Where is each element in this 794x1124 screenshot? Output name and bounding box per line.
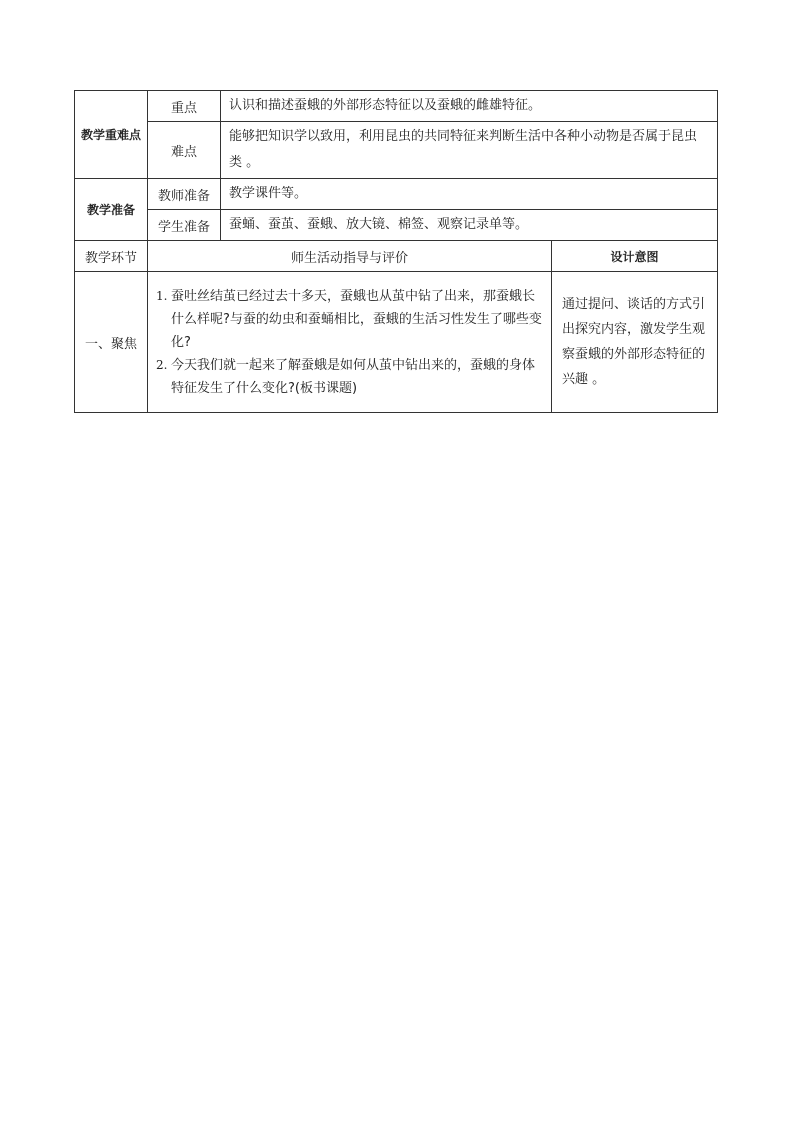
key-difficult-label: 教学重难点: [75, 91, 148, 179]
step-number: 2.: [156, 357, 168, 372]
key-point-text: 认识和描述蚕蛾的外部形态特征以及蚕蛾的雌雄特征。: [221, 91, 718, 122]
list-item: [156, 354, 545, 400]
step-text: 蚕吐丝结茧已经过去十多天，蚕蛾也从茧中钻了出来，那蚕蛾长什么样呢?与蚕的幼虫和蚕蛹相比，蚕蛾的生活习性发生了哪些变化?: [171, 288, 542, 350]
activity-cell: [148, 272, 552, 413]
table-header-row: [75, 241, 718, 272]
table-row: [75, 210, 718, 241]
difficult-point-label: 难点: [148, 122, 221, 179]
step-number: 1.: [156, 288, 168, 303]
list-item: [156, 285, 545, 354]
step-text: 今天我们就一起来了解蚕蛾是如何从茧中钻出来的，蚕蛾的身体特征发生了什么变化?(板书课题): [171, 357, 536, 396]
student-prep-text: 蚕蛹、蚕茧、蚕蛾、放大镜、棉签、观察记录单等。: [221, 210, 718, 241]
teacher-prep-label: 教师准备: [148, 179, 221, 210]
header-intent: 设计意图: [552, 241, 718, 272]
difficult-point-text: 能够把知识学以致用，利用昆虫的共同特征来判断生活中各种小动物是否属于昆虫类 。: [221, 122, 718, 179]
header-stage: 教学环节: [75, 241, 148, 272]
header-activity: 师生活动指导与评价: [148, 241, 552, 272]
activity-steps: [148, 281, 551, 404]
key-point-label: 重点: [148, 91, 221, 122]
stage-cell: 一、聚焦: [75, 272, 148, 413]
student-prep-label: 学生准备: [148, 210, 221, 241]
table-row: [75, 179, 718, 210]
intent-cell: 通过提问、谈话的方式引出探究内容，激发学生观察蚕蛾的外部形态特征的兴趣 。: [552, 272, 718, 413]
table-row: [75, 272, 718, 413]
table-row: [75, 122, 718, 179]
lesson-plan-table: [74, 90, 718, 413]
preparation-label: 教学准备: [75, 179, 148, 241]
table-row: [75, 91, 718, 122]
teacher-prep-text: 教学课件等。: [221, 179, 718, 210]
